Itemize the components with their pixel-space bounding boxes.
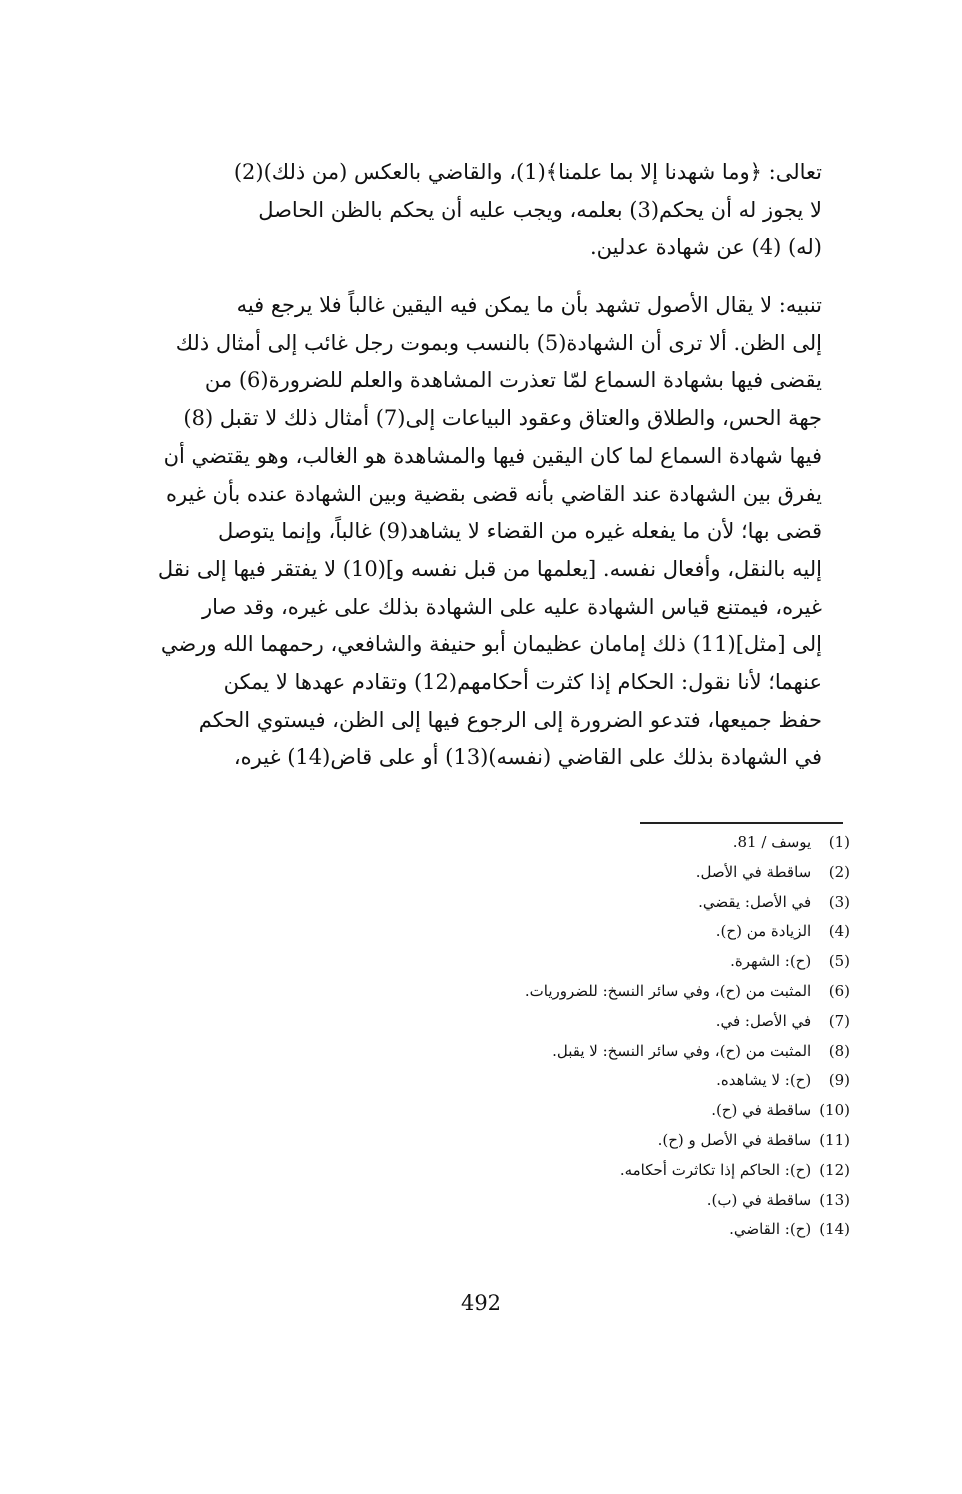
footnote-text: (ح): لا يشاهده. (716, 1071, 812, 1090)
footnote-number: (14) (819, 1220, 850, 1239)
footnote-item (400, 1007, 850, 1037)
footnote-item (400, 1096, 850, 1126)
text-line: قضى بها؛ لأن ما يفعله غيره من القضاء لا يشاهد(9) غالباً، وإنما يتوصل (217, 519, 822, 544)
footnote-item (400, 828, 850, 858)
text-line: يفرق بين الشهادة عند القاضي بأنه قضى بقضية وبين الشهادة عنده بأن غيره (165, 481, 822, 506)
footnote-item (400, 1126, 850, 1156)
footnote-text: (ح): الحاكم إذا تكاثرت أحكامه. (619, 1160, 812, 1179)
text-line: عنهما؛ لأنا نقول: الحكام إذا كثرت أحكامهم(12) وتقادم عهدها لا يمكن (223, 670, 822, 695)
text-line: إلى الظن. ألا ترى أن الشهادة(5) بالنسب وبموت رجل غائب إلى أمثال ذلك (175, 330, 822, 355)
footnote-text: المثبت من (ح)، وفي سائر النسخ: للضروريات. (524, 981, 812, 1000)
footnote-text: في الأصل: يقضي. (698, 892, 812, 911)
footnote-number: (4) (828, 922, 850, 941)
footnote-item (400, 1156, 850, 1186)
footnote-item (400, 947, 850, 977)
text-line: لا يجوز له أن يحكم(3) بعلمه، ويجب عليه أن يحكم بالظن الحاصل (258, 197, 822, 222)
footnote-text: (ح): القاضي. (729, 1220, 812, 1239)
footnote-number: (9) (828, 1071, 850, 1090)
footnote-number: (8) (828, 1041, 850, 1060)
footnote-text: الزيادة من (ح). (715, 922, 812, 941)
footnote-text: (ح): الشهرة. (730, 952, 812, 971)
footnote-item (400, 1066, 850, 1096)
text-line: تنبيه: لا يقال الأصول تشهد بأن ما يمكن فيه اليقين غالباً فلا يرجع فيه (236, 293, 822, 317)
footnote-text: ساقطة في (ح). (711, 1101, 812, 1120)
footnote-text: المثبت من (ح)، وفي سائر النسخ: لا يقبل. (552, 1041, 812, 1060)
footnote-number: (6) (828, 981, 850, 1000)
footnote-item (400, 917, 850, 947)
text-line: جهة الحس، والطلاق والعتاق وعقود البياعات إلى(7) أمثال ذلك لا تقبل (8) (183, 406, 822, 431)
text-line: إليه بالنقل، وأفعال نفسه. [يعلمها من قبل نفسه و](10) لا يفتقر فيها إلى نقل (157, 556, 822, 581)
text-line: (له) (4) عن شهادة عدلين. (589, 235, 822, 260)
footnote-text: ساقطة في الأصل. (695, 862, 812, 881)
footnote-item (400, 888, 850, 918)
footnote-number: (3) (828, 892, 850, 911)
footnote-text: ساقطة في الأصل و (ح). (657, 1130, 812, 1149)
footnote-number: (5) (828, 952, 850, 971)
footnote-number: (10) (819, 1101, 850, 1120)
footnote-number: (11) (819, 1130, 850, 1149)
text-line: تعالى: ﴿وما شهدنا إلا بما علمنا﴾(1)، والقاضي بالعكس (من ذلك)(2) (233, 160, 822, 184)
footnote-number: (13) (819, 1190, 850, 1209)
text-line: غيره، فيمتنع قياس الشهادة عليه على الشهادة بذلك على غيره، وقد صار (202, 594, 822, 619)
footnote-number: (12) (819, 1160, 850, 1179)
text-line: حفظ جميعها، فتدعو الضرورة إلى الرجوع فيها إلى الظن، فيستوي الحكم (198, 707, 822, 732)
body-paragraph-1 (100, 154, 822, 267)
footnote-text: يوسف / 81. (732, 833, 812, 851)
footnote-item (400, 858, 850, 888)
footnote-number: (2) (828, 862, 850, 881)
text-line: إلى [مثل](11) ذلك إمامان عظيمان أبو حنيفة والشافعي، رحمهما الله ورضي (160, 632, 822, 657)
footnote-item (400, 977, 850, 1007)
text-line: في الشهادة بذلك على القاضي (نفسه)(13) أو على قاض(14) غيره، (233, 745, 822, 770)
footnote-item (400, 1186, 850, 1216)
footnote-item (400, 1037, 850, 1067)
footnote-text: ساقطة في (ب). (706, 1190, 812, 1209)
footnote-number: (7) (828, 1011, 850, 1030)
footnote-item (400, 1215, 850, 1245)
page-number: 492 (460, 1291, 502, 1315)
text-line: فيها شهادة السماع لما كان اليقين فيها والمشاهدة هو الغالب، وهو يقتضي أن (163, 443, 822, 468)
footnote-number: (1) (828, 833, 850, 851)
text-line: يقضى فيها بشهادة السماع لمّا تعذرت المشاهدة والعلم للضرورة(6) من (204, 368, 822, 393)
footnote-text: في الأصل: في. (715, 1011, 812, 1030)
footnote-separator (640, 822, 843, 824)
footnotes (400, 828, 850, 1245)
body-paragraph-2 (100, 287, 822, 777)
